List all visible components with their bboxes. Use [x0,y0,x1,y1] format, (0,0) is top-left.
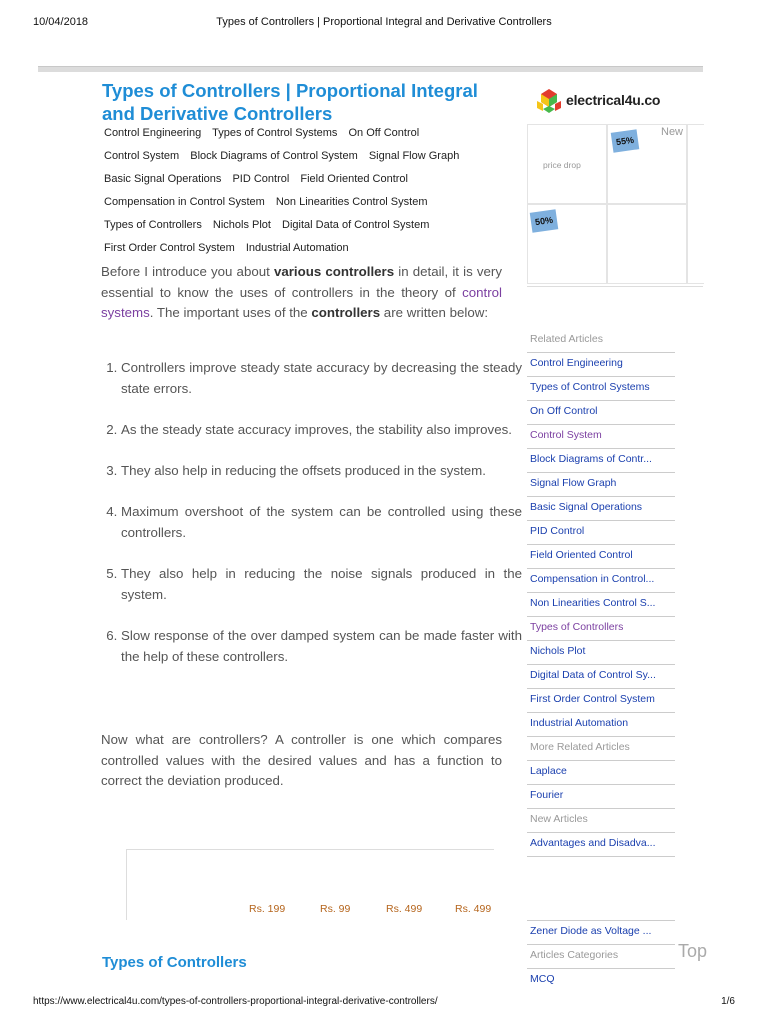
sidebar-link[interactable]: Laplace [527,761,675,785]
tag-link[interactable]: Industrial Automation [245,242,349,254]
sidebar-link[interactable]: Compensation in Control... [527,569,675,593]
price-drop-label: price drop [543,160,581,170]
tag-list [104,127,509,265]
sidebar-link[interactable]: PID Control [527,521,675,545]
sidebar-link[interactable]: Advantages and Disadva... [527,833,675,857]
related-articles-list [527,329,675,857]
definition-paragraph: Now what are controllers? A controller is one which compares controlled values with the desired values and has a function to correct the deviation produced. [101,732,502,788]
tag-link[interactable]: Non Linearities Control System [275,196,428,208]
list-item: 2. As the steady state accuracy improves, the stability also improves. [121,419,522,440]
sidebar-link[interactable]: Types of Controllers [527,617,675,641]
related-articles-heading: Related Articles [527,329,675,353]
tag-link[interactable]: Control System [104,150,180,162]
tag-row [104,196,509,219]
tag-link[interactable]: First Order Control System [104,242,235,254]
categories-heading: Articles Categories [527,945,675,969]
print-title: Types of Controllers | Proportional Integral and Derivative Controllers [216,16,552,28]
tag-link[interactable]: On Off Control [348,127,420,139]
sidebar-link[interactable]: Zener Diode as Voltage ... [527,921,675,945]
control-systems-link[interactable]: control systems [101,284,502,320]
categories-list [527,920,675,992]
tag-link[interactable]: Digital Data of Control System [282,219,430,231]
header-bar [38,66,703,72]
discount-badge: 55% [611,129,640,152]
sidebar-link[interactable]: On Off Control [527,401,675,425]
sidebar-link[interactable]: Fourier [527,785,675,809]
site-logo-icon[interactable] [533,87,565,115]
print-date: 10/04/2018 [33,16,89,28]
tag-link[interactable]: Types of Control Systems [212,127,338,139]
list-item: 4. Maximum overshoot of the system can be controlled using these controllers. [121,501,522,543]
sidebar-link[interactable]: Basic Signal Operations [527,497,675,521]
sidebar-link[interactable]: Field Oriented Control [527,545,675,569]
product-tile[interactable] [607,204,687,284]
page-number: 1/6 [721,996,735,1007]
tag-row [104,173,509,196]
sidebar-link[interactable]: Industrial Automation [527,713,675,737]
ad-price[interactable]: Rs. 499 [386,903,423,915]
tag-link[interactable]: Field Oriented Control [300,173,408,185]
page-url: https://www.electrical4u.com/types-of-controllers-proportional-integral-derivative-controllers/ [33,996,438,1007]
new-articles-heading: New Articles [527,809,675,833]
tag-row [104,219,509,242]
sidebar-link[interactable]: MCQ [530,973,555,985]
site-logo-text[interactable]: electrical4u.co [566,92,661,108]
ad-price[interactable]: Rs. 499 [455,903,492,915]
section-heading: Types of Controllers [102,954,247,971]
sidebar-link[interactable]: First Order Control System [527,689,675,713]
list-item: 6. Slow response of the over damped system can be made faster with the help of these controllers. [121,625,522,667]
list-item: 3. They also help in reducing the offsets produced in the system. [121,460,522,481]
tag-row [104,150,509,173]
tag-link[interactable]: Basic Signal Operations [104,173,222,185]
sidebar-link[interactable]: Types of Control Systems [527,377,675,401]
tag-link[interactable]: Compensation in Control System [104,196,265,208]
tag-link[interactable]: Nichols Plot [212,219,271,231]
product-tile[interactable] [687,124,704,284]
page-title: Types of Controllers | Proportional Integral and Derivative Controllers [102,80,478,124]
sidebar-link[interactable]: Non Linearities Control S... [527,593,675,617]
tag-link[interactable]: PID Control [232,173,290,185]
product-ad-strip[interactable] [126,849,494,920]
intro-paragraph: Before I introduce you about various controllers in detail, it is very essential to know the uses of controllers in the theory of control systems. The important uses of the controllers are written below: [101,264,502,320]
discount-badge: 50% [530,209,559,232]
tag-link[interactable]: Signal Flow Graph [368,150,460,162]
list-item: 5. They also help in reducing the noise signals produced in the system. [121,563,522,605]
sidebar-link[interactable]: Signal Flow Graph [527,473,675,497]
list-item: 1. Controllers improve steady state accuracy by decreasing the steady state errors. [121,357,522,399]
more-related-heading: More Related Articles [527,737,675,761]
sidebar-link[interactable]: Block Diagrams of Contr... [527,449,675,473]
sidebar-link[interactable]: Control Engineering [527,353,675,377]
new-label: New [661,126,684,138]
uses-list [101,357,522,687]
back-to-top-button[interactable]: Top [678,941,708,961]
tag-row [104,127,509,150]
tag-link[interactable]: Types of Controllers [104,219,202,231]
divider [527,286,703,287]
sidebar-link[interactable]: Nichols Plot [527,641,675,665]
sidebar-link[interactable]: Digital Data of Control Sy... [527,665,675,689]
ad-price[interactable]: Rs. 199 [249,903,286,915]
tag-link[interactable]: Block Diagrams of Control System [190,150,358,162]
ad-price[interactable]: Rs. 99 [320,903,351,915]
tag-link[interactable]: Control Engineering [104,127,202,139]
sidebar-link[interactable]: Control System [527,425,675,449]
